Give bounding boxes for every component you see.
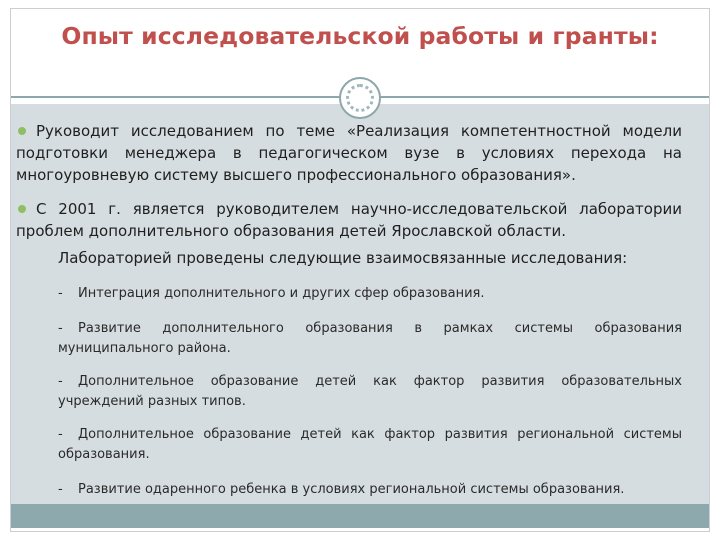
paragraph-text: Руководит исследованием по теме «Реализация компетентностной модели подготовки менеджера в педагогическом вузе в условиях перехода на многоуровневую систему высшего профессионального образования». — [16, 122, 682, 184]
paragraph-text: С 2001 г. является руководителем научно-исследовательской лаборатории проблем дополнительного образования детей Ярославской области. — [16, 200, 682, 240]
circle-ornament-icon — [339, 77, 381, 119]
paragraph-lab-head — [16, 198, 682, 242]
dash-marker: - — [58, 427, 63, 442]
bullet-icon — [18, 127, 26, 135]
list-item — [58, 425, 682, 465]
dash-marker: - — [58, 482, 63, 497]
list-item — [58, 372, 682, 412]
list-item — [58, 284, 682, 304]
list-item-text: Развитие одаренного ребенка в условиях региональной системы образования. — [78, 482, 625, 497]
dash-marker: - — [58, 321, 63, 336]
dash-marker: - — [58, 286, 63, 301]
lab-intro: Лабораторией проведены следующие взаимосвязанные исследования: — [58, 249, 628, 267]
list-item-text: Интеграция дополнительного и других сфер образования. — [78, 286, 485, 301]
slide-title: Опыт исследовательской работы и гранты: — [61, 22, 659, 50]
list-item — [58, 319, 682, 359]
bullet-icon — [18, 205, 26, 213]
dash-marker: - — [58, 374, 63, 389]
list-item-text: Дополнительное образование детей как фактор развития региональной системы образования. — [58, 427, 682, 462]
list-item-text: Развитие дополнительного образования в рамках системы образования муниципального района. — [58, 321, 682, 356]
list-item-text: Дополнительное образование детей как фактор развития образовательных учреждений разных типов. — [58, 374, 682, 409]
footer-bar — [11, 504, 709, 528]
ornament-ring — [346, 84, 374, 112]
list-item — [58, 480, 682, 500]
paragraph-research-topic — [16, 120, 682, 186]
